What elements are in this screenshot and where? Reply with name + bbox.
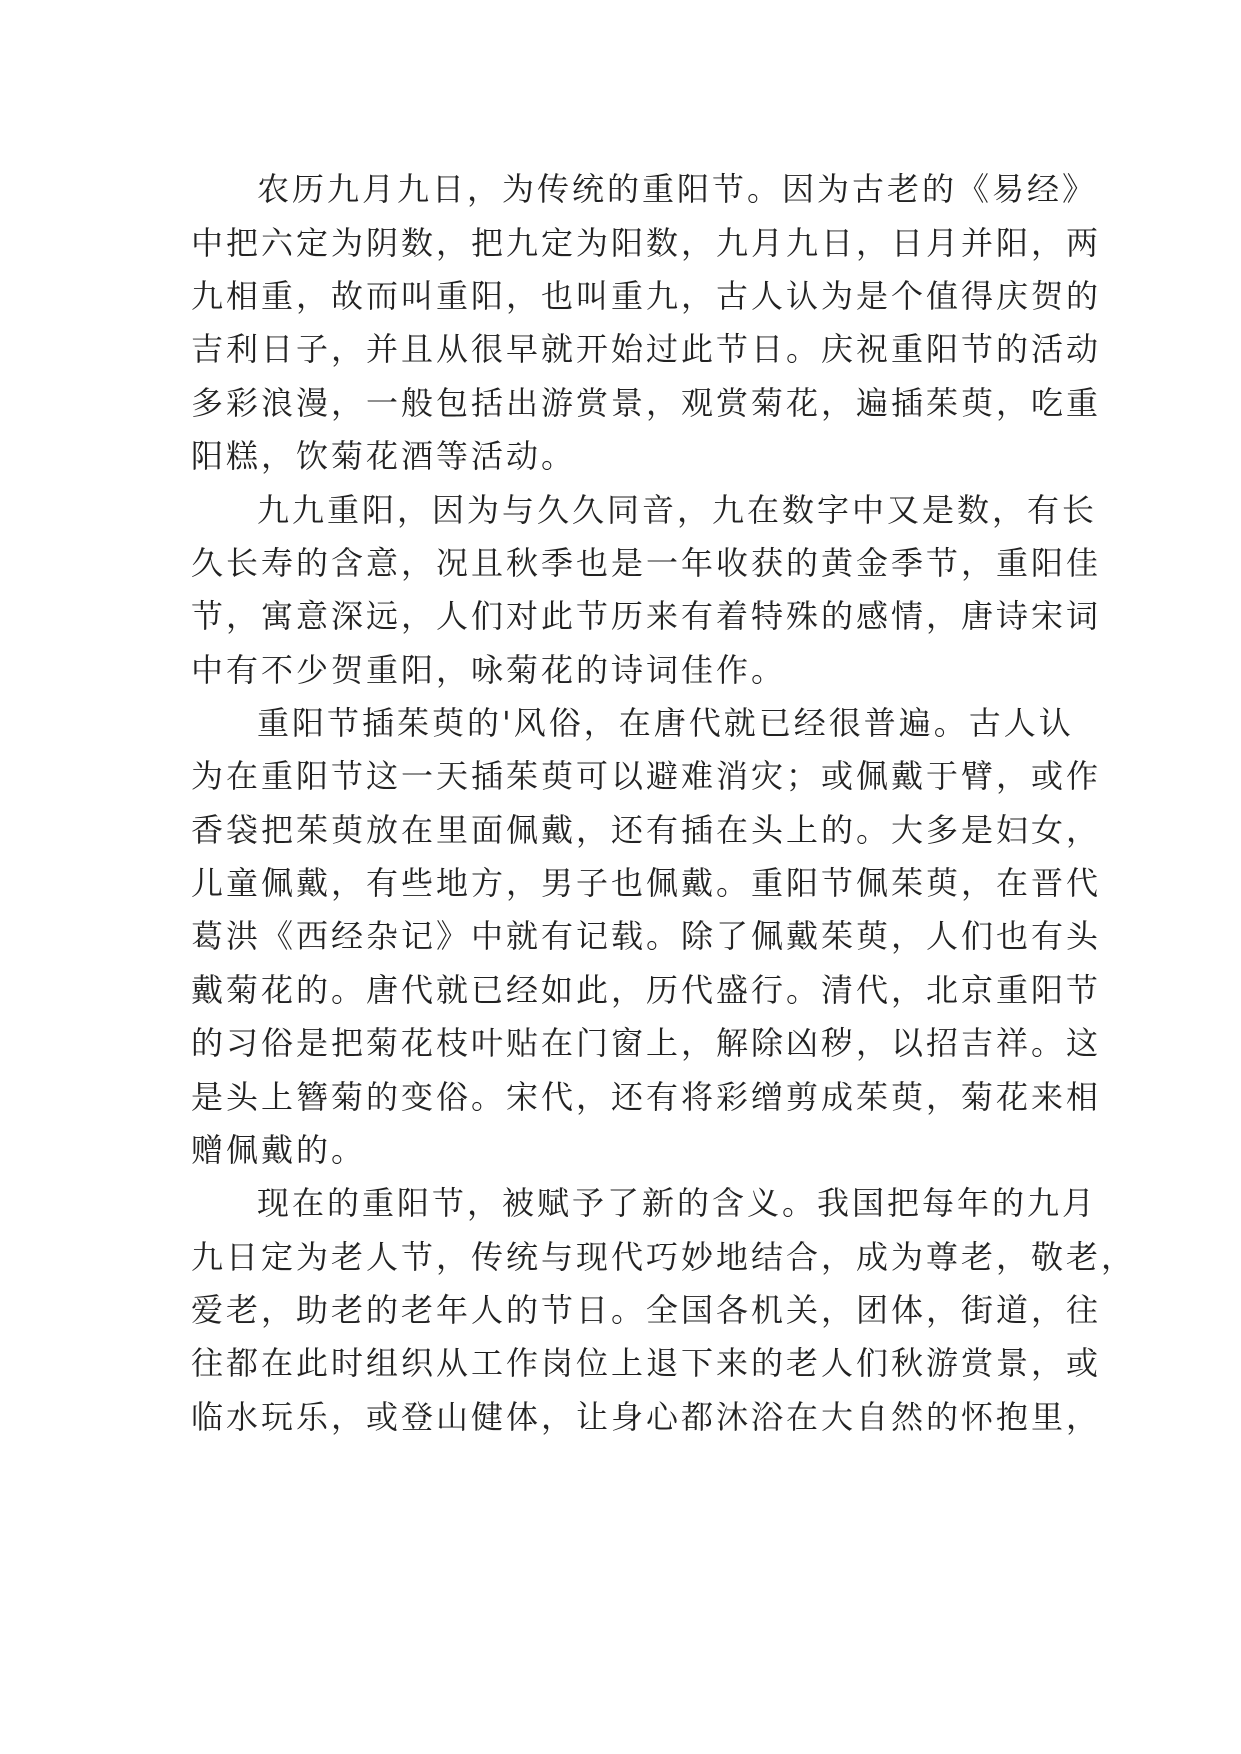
paragraph-3-line-8: 是头上簪菊的变俗。宋代，还有将彩缯剪成茱萸，菊花来相 (191, 1078, 1102, 1116)
paragraph-2-line-1: 九九重阳，因为与久久同音，九在数字中又是数，有长 (257, 491, 1098, 529)
paragraph-4-line-2: 九日定为老人节，传统与现代巧妙地结合，成为尊老，敬老， (191, 1238, 1137, 1276)
paragraph-2-line-3: 节，寓意深远，人们对此节历来有着特殊的感情，唐诗宋词 (191, 597, 1102, 635)
paragraph-3-line-6: 戴菊花的。唐代就已经如此，历代盛行。清代，北京重阳节 (191, 971, 1102, 1009)
paragraph-3-line-1: 重阳节插茱萸的'风俗，在唐代就已经很普遍。古人认 (257, 704, 1074, 742)
paragraph-3-line-4: 儿童佩戴，有些地方，男子也佩戴。重阳节佩茱萸，在晋代 (191, 864, 1102, 902)
paragraph-3-line-9: 赠佩戴的。 (191, 1131, 367, 1169)
paragraph-2-line-4: 中有不少贺重阳，咏菊花的诗词佳作。 (191, 651, 787, 689)
paragraph-3-line-7: 的习俗是把菊花枝叶贴在门窗上，解除凶秽，以招吉祥。这 (191, 1024, 1102, 1062)
paragraph-3-line-5: 葛洪《西经杂记》中就有记载。除了佩戴茱萸，人们也有头 (191, 917, 1102, 955)
paragraph-4-line-5: 临水玩乐，或登山健体，让身心都沐浴在大自然的怀抱里， (191, 1398, 1102, 1436)
paragraph-4-line-3: 爱老，助老的老年人的节日。全国各机关，团体，街道，往 (191, 1291, 1102, 1329)
paragraph-1-line-3: 九相重，故而叫重阳，也叫重九，古人认为是个值得庆贺的 (191, 277, 1102, 315)
paragraph-1-line-4: 吉利日子，并且从很早就开始过此节日。庆祝重阳节的活动 (191, 330, 1102, 368)
paragraph-1-line-5: 多彩浪漫，一般包括出游赏景，观赏菊花，遍插茱萸，吃重 (191, 384, 1102, 422)
paragraph-1-line-1: 农历九月九日，为传统的重阳节。因为古老的《易经》 (257, 170, 1098, 208)
paragraph-4-line-4: 往都在此时组织从工作岗位上退下来的老人们秋游赏景，或 (191, 1344, 1102, 1382)
paragraph-1-line-6: 阳糕，饮菊花酒等活动。 (191, 437, 577, 475)
paragraph-4-line-1: 现在的重阳节，被赋予了新的含义。我国把每年的九月 (257, 1184, 1098, 1222)
paragraph-3-line-3: 香袋把茱萸放在里面佩戴，还有插在头上的。大多是妇女， (191, 811, 1102, 849)
paragraph-1-line-2: 中把六定为阴数，把九定为阳数，九月九日，日月并阳，两 (191, 224, 1102, 262)
paragraph-3-line-2: 为在重阳节这一天插茱萸可以避难消灾；或佩戴于臂，或作 (191, 757, 1102, 795)
paragraph-2-line-2: 久长寿的含意，况且秋季也是一年收获的黄金季节，重阳佳 (191, 544, 1102, 582)
